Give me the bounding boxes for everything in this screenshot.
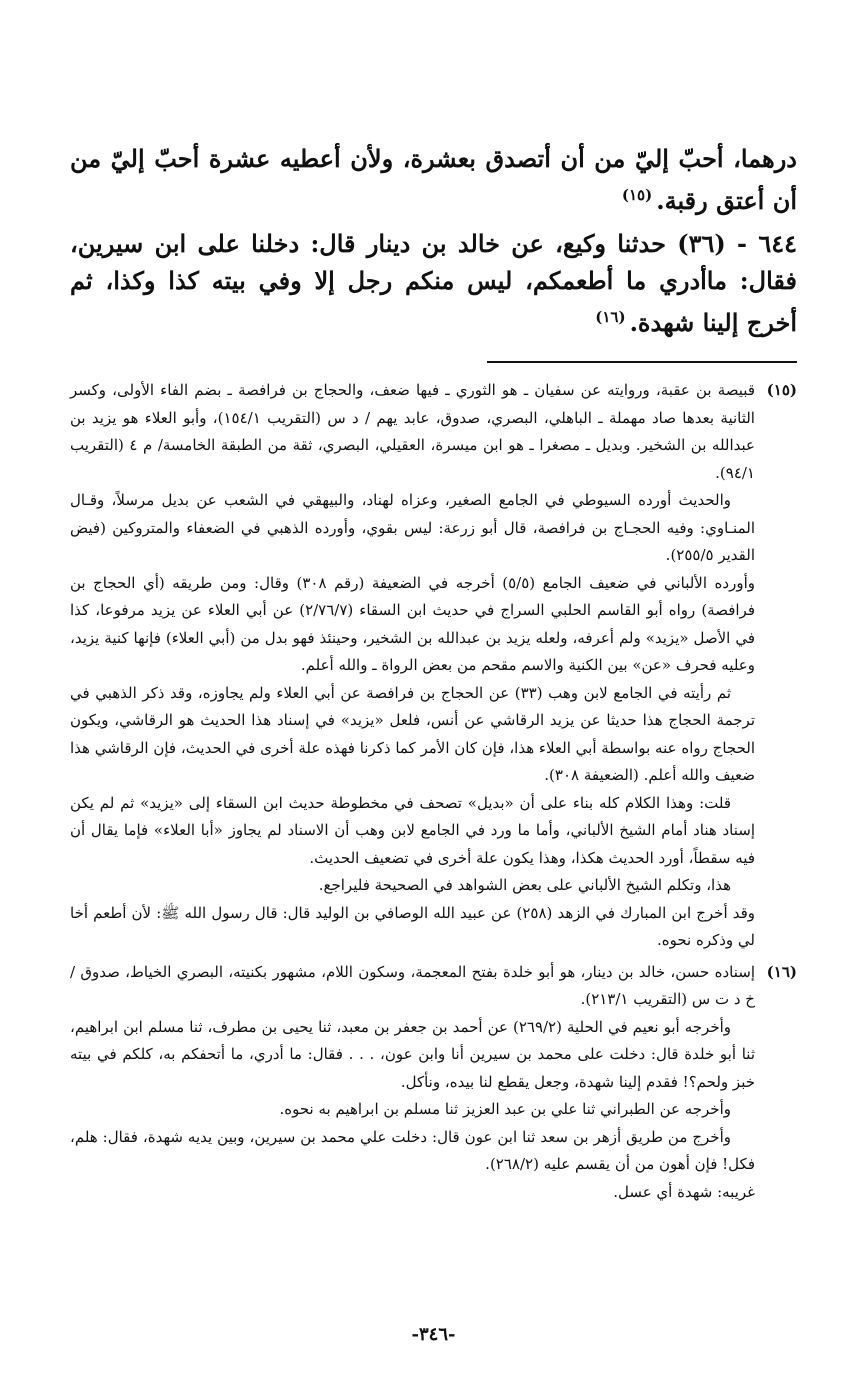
footnote-paragraph: وأخرجه عن الطبراني ثنا علي بن عبد العزيز ثنا مسلم بن ابراهيم به نحوه.	[279, 1100, 731, 1118]
footnote-paragraph: غريبه: شهدة أي عسل.	[613, 1182, 755, 1201]
footnote-paragraph: وقد أخرج ابن المبارك في الزهد (٢٥٨) عن عبيد الله الوصافي بن الوليد قال: قال رسول الله ﷺ: لأن أطعم أخا لي وذكره نحوه.	[70, 903, 756, 949]
footnote-number: (١٥)	[766, 381, 797, 399]
footnote-divider	[487, 361, 797, 363]
footnote-paragraph: وأخرجه أبو نعيم في الحلية (٢٦٩/٢) عن أحمد بن جعفر بن معبد، ثنا يحيى بن مطرف، ثنا مسلم ابن ابراهيم، ثنا أبو خلدة قال: دخلت على محمد بن سيرين أنا وابن عون، . . . فقال: ما أدري، ما أتحفكم به، كلكم في بيته خبز ولحم؟! فقدم إلينا شهدة، وجعل يقطع لنا بيده، ونأكل.	[70, 1017, 755, 1091]
footnotes	[70, 377, 797, 1206]
footnote-paragraph: هذا، وتكلم الشيخ الألباني على بعض الشواهد في الصحيحة فليراجع.	[318, 876, 731, 894]
main-text	[70, 140, 797, 341]
footnote-body	[70, 377, 755, 955]
footnote-ref-16: (١٦)	[595, 308, 626, 326]
footnote-15	[70, 377, 797, 955]
page-number: -٣٤٦-	[411, 1324, 456, 1345]
footnote-number: (١٦)	[766, 962, 797, 981]
hadith-644: ٦٤٤ - (٣٦) حدثنا وكيع، عن خالد بن دينار قال: دخلنا على ابن سيرين، فقال: ماأدري ما أطعمكم، ليس منكم رجل إلا وفي بيته كذا وكذا، ثم أخرج إلينا شهدة.$^{(١٦)}$	[70, 229, 797, 337]
footnote-paragraph: وأخرج من طريق أزهر بن سعد ثنا ابن عون قال: دخلت علي محمد بن سيرين، وبين يديه شهدة، فقال: هلم، فكل! فإن أهون من أن يقسم عليه (٢٦٨/٢).	[70, 1127, 755, 1173]
footnote-paragraph: إسناده حسن، خالد بن دينار، هو أبو خلدة بفتح المعجمة، وسكون اللام، مشهور بكنيته، البصري الخياط، صدوق /خ د ت س (التقريب ٢١٣/١).	[70, 962, 755, 1008]
footnote-16	[70, 959, 797, 1207]
footnote-paragraph: ثم رأيته في الجامع لابن وهب (٣٣) عن الحجاج بن فرافصة عن أبي العلاء ولم يجاوزه، وقد ذكر الذهبي في ترجمة الحجاج هذا حديثا عن يزيد الرقاشي عن أنس، فلعل «يزيد» في إسناد هذا الحديث هو الرقاشي، ويكون الحجاج رواه عنه بواسطة أبي العلاء هذا، فإن كان الأمر كما ذكرنا فهذه علة أخرى في الحديث، فإن الرقاشي هذا ضعيف والله أعلم. (الضعيفة ٣٠٨).	[70, 683, 755, 784]
footnote-ref-15: (١٥)	[621, 186, 653, 204]
footnote-paragraph: والحديث أورده السيوطي في الجامع الصغير، وعزاه لهناد، والبيهقي في الشعب عن بديل مرسلاً، وقـال المنـاوي: وفيه الحجـاج بن فرافصة، قال أبو زرعة: ليس بقوي، وأورده الذهبي في الضعفاء والمتروكين (فيض القدير ٢٥٥/٥).	[70, 491, 755, 564]
footnote-paragraph: قبيصة بن عقبة، وروايته عن سفيان ـ هو الثوري ـ فيها ضعف، والحجاج بن فرافصة ـ بضم الفاء الأولى، وكسر الثانية بعدها صاد مهملة ـ الباهلي، البصري، صدوق، عابد يهم / د س (التقريب ١٥٤/١)، وأبو العلاء هو يزيد بن عبدالله بن الشخير. وبديل ـ مصغرا ـ هو ابن ميسرة، العقيلي، البصري، ثقة من الطبقة الخامسة/ م ٤ (التقريب ٩٤/١).	[70, 381, 755, 482]
footnote-body	[70, 959, 755, 1207]
footnote-paragraph: قلت: وهذا الكلام كله بناء على أن «بديل» تصحف في مخطوطة حديث ابن السقاء إلى «يزيد» ثم لم يكن إسناد هناد أمام الشيخ الألباني، وأما ما ورد في الجامع لابن وهب أن الاسناد لم يجاوز «أبا العلاء» فإما يقال أن فيه سقطاً، أورد الحديث هكذا، وهذا يكون علة أخرى في تضعيف الحديث.	[70, 793, 755, 867]
main-paragraph: درهما، أحبّ إليّ من أن أتصدق بعشرة، ولأن أعطيه عشرة أحبّ إليّ من أن أعتق رقبة.$^{(١٥)}$	[70, 144, 797, 215]
footnote-paragraph: وأورده الألباني في ضعيف الجامع (٥/٥) أخرجه في الضعيفة (رقم ٣٠٨) وقال: ومن طريقه (أي الحجاج بن فرافصة) رواه أبو القاسم الحلبي السراج في حديث ابن السقاء (٢/٧٦/٧) عن أبي العلاء عن يزيد مرفوعا، كذا في الأصل «يزيد» ولم أعرفه، ولعله يزيد بن عبدالله بن الشخير، وحينئذ فهو بدل من (أبي العلاء) فإنها كنية يزيد، وعليه فحرف «عن» بين الكنية والاسم مقحم من بعض الرواة ـ والله أعلم.	[70, 573, 756, 674]
